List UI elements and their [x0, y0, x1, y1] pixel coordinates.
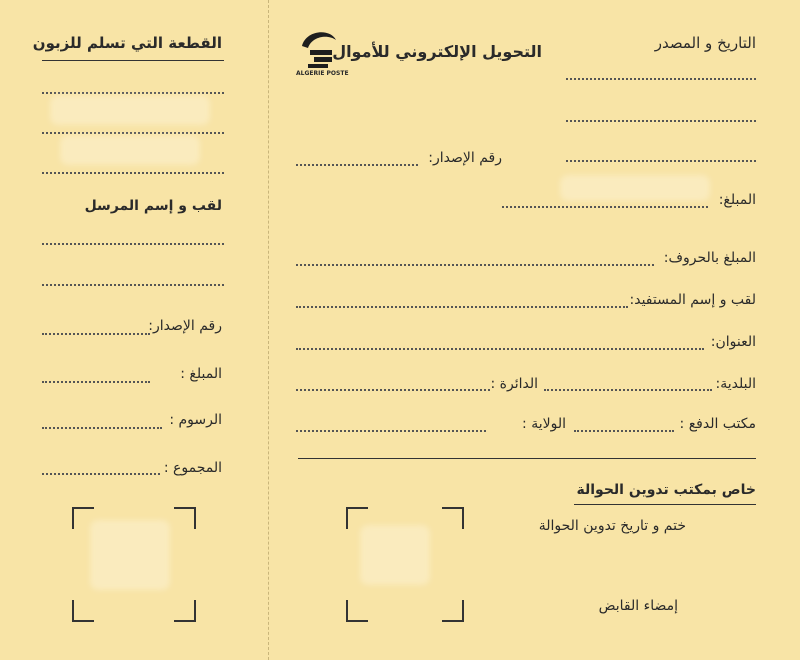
- stub-sender-line-2: [42, 284, 224, 286]
- stub-sender-line-1: [42, 243, 224, 245]
- amount-words-label: المبلغ بالحروف:: [663, 250, 756, 266]
- stub-amount-label: المبلغ :: [180, 366, 222, 382]
- stamp-date-label: ختم و تاريخ تدوين الحوالة: [538, 518, 686, 534]
- issue-no-label: رقم الإصدار:: [428, 150, 502, 166]
- stub-fees-label: الرسوم :: [169, 412, 222, 428]
- amount-label: المبلغ:: [718, 192, 756, 208]
- date-source-line-3: [566, 160, 756, 162]
- stub-total-label: المجموع :: [163, 460, 222, 476]
- stub-sender-label: لقب و إسم المرسل: [84, 198, 222, 214]
- stamp-corner-br: [442, 600, 464, 622]
- municipality-line: [544, 389, 712, 391]
- form-title: التحويل الإلكتروني للأموال: [332, 42, 542, 61]
- redaction-smudge: [50, 95, 210, 125]
- stub-stamp-corner-tr: [174, 507, 196, 529]
- amount-words-line: [296, 264, 654, 266]
- stub-fees-line: [42, 427, 162, 429]
- cashier-signature-label: إمضاء القابض: [598, 598, 678, 614]
- payment-office-label: مكتب الدفع :: [679, 416, 756, 432]
- beneficiary-line: [296, 306, 628, 308]
- section-divider: [298, 458, 756, 459]
- province-line: [296, 430, 486, 432]
- beneficiary-label: لقب و إسم المستفيد:: [629, 292, 756, 308]
- payment-office-line: [574, 430, 674, 432]
- perforation-line: [268, 0, 269, 660]
- stub-title-underline: [42, 60, 224, 61]
- stamp-corner-tr: [442, 507, 464, 529]
- stub-line-2: [42, 132, 224, 134]
- issue-no-line: [296, 164, 418, 166]
- date-source-label: التاريخ و المصدر: [654, 34, 756, 52]
- stub-amount-line: [42, 381, 150, 383]
- district-label: الدائرة :: [490, 376, 538, 392]
- stub-issue-no-label: رقم الإصدار:: [148, 318, 222, 334]
- logo-caption: ALGERIE POSTE: [296, 70, 349, 77]
- stub-line-1: [42, 92, 224, 94]
- amount-line: [502, 206, 708, 208]
- redaction-smudge: [360, 525, 430, 585]
- stub-issue-no-line: [42, 333, 150, 335]
- office-section-underline: [574, 504, 756, 505]
- stub-title: القطعة التي تسلم للزبون: [32, 34, 222, 52]
- redaction-smudge: [560, 175, 710, 201]
- stub-stamp-corner-bl: [72, 600, 94, 622]
- redaction-smudge: [90, 520, 170, 590]
- stub-total-line: [42, 473, 160, 475]
- stub-stamp-corner-br: [174, 600, 196, 622]
- municipality-label: البلدية:: [715, 376, 756, 392]
- redaction-smudge: [60, 135, 200, 165]
- address-line: [296, 348, 704, 350]
- district-line: [296, 389, 490, 391]
- date-source-line-2: [566, 120, 756, 122]
- date-source-line-1: [566, 78, 756, 80]
- office-section-title: خاص بمكتب تدوين الحوالة: [576, 482, 756, 498]
- province-label: الولاية :: [522, 416, 566, 432]
- stamp-corner-bl: [346, 600, 368, 622]
- stub-line-3: [42, 172, 224, 174]
- address-label: العنوان:: [710, 334, 756, 350]
